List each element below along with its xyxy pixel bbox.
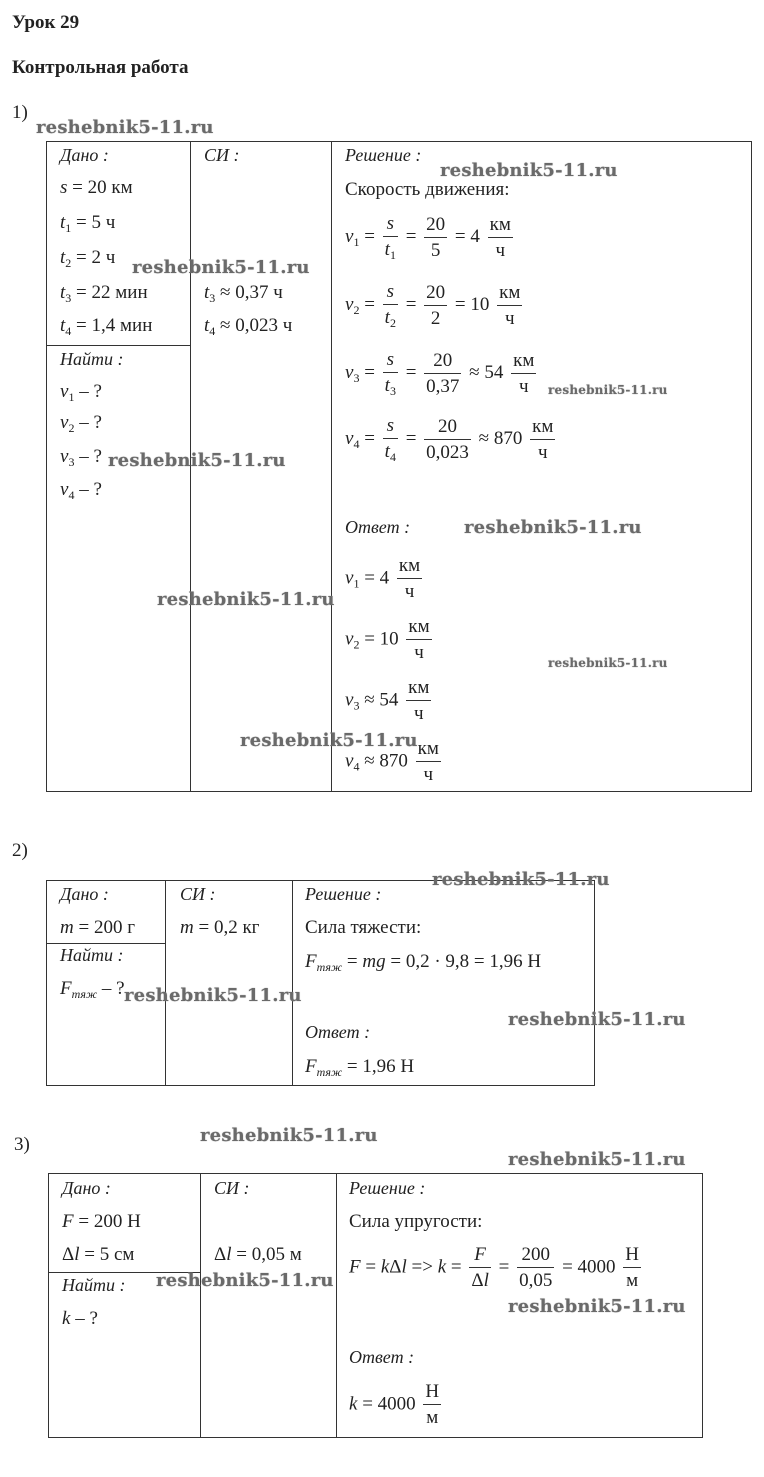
p1-si-t4: $t_4 \approx 0,023$ ч xyxy=(204,315,293,338)
p1-answer-v1: $v_1 = 4$ $\frac{км}{ч}$ xyxy=(345,555,421,602)
problem-2-number: 2) xyxy=(12,840,28,861)
lesson-title: Урок 29 xyxy=(12,12,80,33)
watermark: reshebnik5-11.ru xyxy=(124,985,302,1006)
watermark: reshebnik5-11.ru xyxy=(240,730,418,751)
watermark: reshebnik5-11.ru xyxy=(132,257,310,278)
p2-answer: $F_{тяж} = 1,96$ Н xyxy=(305,1056,415,1079)
problem-1-number: 1) xyxy=(12,102,28,123)
p3-otvet-label: Ответ : xyxy=(349,1347,415,1367)
p1-answer-v3: $v_3 \approx 54$ $\frac{км}{ч}$ xyxy=(345,677,430,724)
p3-si-label: СИ : xyxy=(214,1178,250,1198)
p3-naiti-label: Найти : xyxy=(62,1275,126,1295)
watermark: reshebnik5-11.ru xyxy=(108,450,286,471)
watermark: reshebnik5-11.ru xyxy=(200,1125,378,1146)
p1-find-v3: $v_3$ – ? xyxy=(60,446,102,469)
p3-answer: k = 4000 $\frac{Н}{м}$ xyxy=(349,1381,440,1428)
p2-given-m: m = 200 г xyxy=(60,917,135,938)
p1-si-t3: $t_3 \approx 0,37$ ч xyxy=(204,282,283,305)
p3-heading: Сила упругости: xyxy=(349,1211,483,1232)
watermark: reshebnik5-11.ru xyxy=(156,1270,334,1291)
p2-si-m: m = 0,2 кг xyxy=(180,917,260,938)
p1-given-t3: $t_3 = 22$ мин xyxy=(60,282,148,305)
p3-find-k: k – ? xyxy=(62,1308,98,1329)
p1-otvet-label: Ответ : xyxy=(345,517,411,537)
p1-dano-label: Дано : xyxy=(60,145,109,165)
watermark: reshebnik5-11.ru xyxy=(508,1149,686,1170)
p1-answer-v4: $v_4 \approx 870$ $\frac{км}{ч}$ xyxy=(345,738,439,785)
p1-given-t2: $t_2 = 2$ ч xyxy=(60,247,116,270)
p1-find-v1: $v_1$ – ? xyxy=(60,381,102,404)
p1-answer-v2: $v_2 = 10$ $\frac{км}{ч}$ xyxy=(345,616,430,663)
p3-given-dl: Δl = 5 см xyxy=(62,1244,135,1265)
watermark: reshebnik5-11.ru xyxy=(36,117,214,138)
p3-formula: F = kΔl => k = $\frac{F}{\Delta l}$ = $\frac{200}{0,05}$ = 4000 $\frac{Н}{м}$ xyxy=(349,1244,640,1291)
p1-eq-v2: $v_2$ = $\frac{s}{t_2}$ = $\frac{20}{2}$ = 10 $\frac{км}{ч}$ xyxy=(345,281,521,330)
p1-reshenie-label: Решение : xyxy=(345,145,422,165)
watermark: reshebnik5-11.ru xyxy=(157,589,335,610)
p1-eq-v4: $v_4$ = $\frac{s}{t_4}$ = $\frac{20}{0,023}$ ≈ 870 $\frac{км}{ч}$ xyxy=(345,415,554,464)
p1-find-v2: $v_2$ – ? xyxy=(60,412,102,435)
watermark: reshebnik5-11.ru xyxy=(548,383,668,397)
p2-si-label: СИ : xyxy=(180,884,216,904)
work-title: Контрольная работа xyxy=(12,57,189,78)
p2-reshenie-label: Решение : xyxy=(305,884,382,904)
p1-eq-v1: $v_1$ = $\frac{s}{t_1}$ = $\frac{20}{5}$ = 4 $\frac{км}{ч}$ xyxy=(345,213,511,262)
p1-naiti-label: Найти : xyxy=(60,349,124,369)
watermark: reshebnik5-11.ru xyxy=(508,1009,686,1030)
p1-given-s: s = 20 км xyxy=(60,177,133,198)
watermark: reshebnik5-11.ru xyxy=(464,517,642,538)
watermark: reshebnik5-11.ru xyxy=(508,1296,686,1317)
p3-reshenie-label: Решение : xyxy=(349,1178,426,1198)
p2-naiti-label: Найти : xyxy=(60,945,124,965)
p1-find-v4: $v_4$ – ? xyxy=(60,479,102,502)
p2-heading: Сила тяжести: xyxy=(305,917,422,938)
p2-otvet-label: Ответ : xyxy=(305,1022,371,1042)
p3-given-f: F = 200 Н xyxy=(62,1211,141,1232)
p3-si-dl: Δl = 0,05 м xyxy=(214,1244,302,1265)
p1-given-t1: $t_1 = 5$ ч xyxy=(60,212,116,235)
p1-heading: Скорость движения: xyxy=(345,179,510,200)
p2-find-f: $F_{тяж}$ – ? xyxy=(60,978,125,1001)
p1-si-label: СИ : xyxy=(204,145,240,165)
watermark: reshebnik5-11.ru xyxy=(548,656,668,670)
watermark: reshebnik5-11.ru xyxy=(432,869,610,890)
p2-formula: $F_{тяж}$ = mg = 0,2 · 9,8 = 1,96 Н xyxy=(305,951,542,974)
p1-eq-v3: $v_3$ = $\frac{s}{t_3}$ = $\frac{20}{0,37}$ ≈ 54 $\frac{км}{ч}$ xyxy=(345,349,535,398)
watermark: reshebnik5-11.ru xyxy=(440,160,618,181)
p2-dano-label: Дано : xyxy=(60,884,109,904)
p1-given-t4: $t_4 = 1,4$ мин xyxy=(60,315,153,338)
problem-3-number: 3) xyxy=(14,1134,30,1155)
p3-dano-label: Дано : xyxy=(62,1178,111,1198)
